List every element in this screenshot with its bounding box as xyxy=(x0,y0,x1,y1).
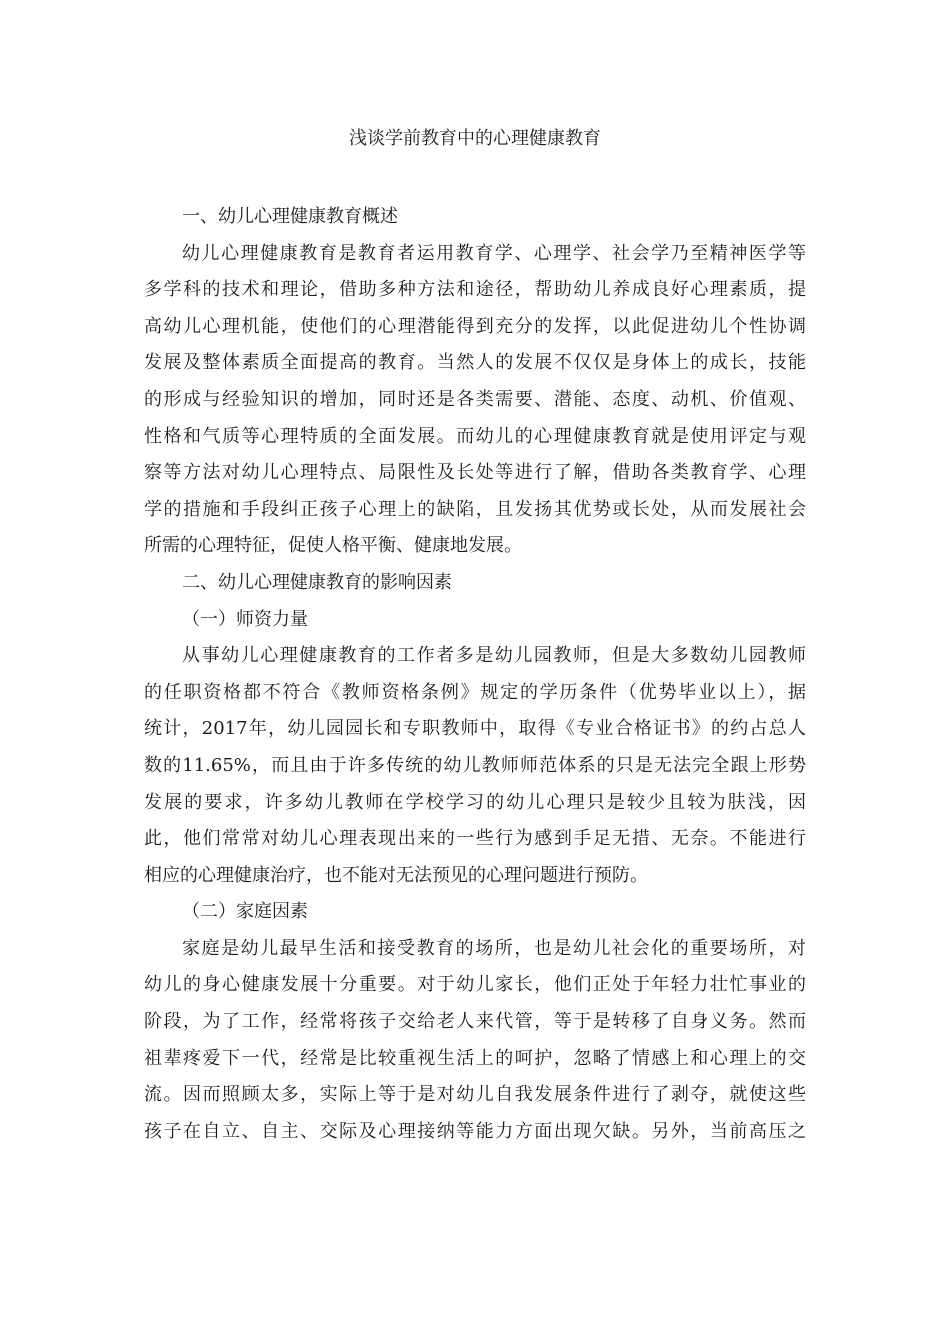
paragraph-line: 流。因而照顾太多，实际上等于是对幼儿自我发展条件进行了剥夺，就使这些 xyxy=(144,1084,806,1106)
paragraph-line: 高幼儿心理机能，使他们的心理潜能得到充分的发挥，以此促进幼儿个性协调 xyxy=(144,315,806,337)
paragraph-line: 性格和气质等心理特质的全面发展。而幼儿的心理健康教育就是使用评定与观 xyxy=(144,425,806,447)
section-heading: 二、幼儿心理健康教育的影响因素 xyxy=(182,571,452,593)
paragraph-line: 相应的心理健康治疗，也不能对无法预见的心理问题进行预防。 xyxy=(144,864,648,886)
paragraph-line: 发展及整体素质全面提高的教育。当然人的发展不仅仅是身体上的成长，技能 xyxy=(144,352,806,374)
paragraph-line: 发展的要求，许多幼儿教师在学校学习的幼儿心理只是较少且较为肤浅，因 xyxy=(144,791,806,813)
paragraph-line: 阶段，为了工作，经常将孩子交给老人来代管，等于是转移了自身义务。然而 xyxy=(144,1011,806,1033)
section-heading: 一、幼儿心理健康教育概述 xyxy=(182,206,398,227)
paragraph-line: 幼儿心理健康教育是教育者运用教育学、心理学、社会学乃至精神医学等 xyxy=(182,242,806,264)
paragraph-line: 祖辈疼爱下一代，经常是比较重视生活上的呵护，忽略了情感上和心理上的交 xyxy=(144,1047,806,1069)
subsection-heading: （二）家庭因素 xyxy=(182,901,308,923)
paragraph-line: 家庭是幼儿最早生活和接受教育的场所，也是幼儿社会化的重要场所，对 xyxy=(182,937,806,959)
paragraph-line: 孩子在自立、自主、交际及心理接纳等能力方面出现欠缺。另外，当前高压之 xyxy=(144,1120,806,1142)
paragraph-line: 多学科的技术和理论，借助多种方法和途径，帮助幼儿养成良好心理素质，提 xyxy=(144,279,806,301)
paragraph-line: 的形成与经验知识的增加，同时还是各类需要、潜能、态度、动机、价值观、 xyxy=(144,388,806,410)
document-body xyxy=(144,199,806,1150)
paragraph-line: 察等方法对幼儿心理特点、局限性及长处等进行了解，借助各类教育学、心理 xyxy=(144,462,806,484)
paragraph-line: 从事幼儿心理健康教育的工作者多是幼儿园教师，但是大多数幼儿园教师 xyxy=(182,645,806,667)
paragraph-line: 幼儿的身心健康发展十分重要。对于幼儿家长，他们正处于年轻力壮忙事业的 xyxy=(144,974,806,996)
paragraph-line: 所需的心理特征，促使人格平衡、健康地发展。 xyxy=(144,535,522,557)
subsection-heading: （一）师资力量 xyxy=(182,608,308,630)
paragraph-line: 学的措施和手段纠正孩子心理上的缺陷，且发扬其优势或长处，从而发展社会 xyxy=(144,498,806,520)
paragraph-line: 此，他们常常对幼儿心理表现出来的一些行为感到手足无措、无奈。不能进行 xyxy=(144,828,806,850)
paragraph-line: 统计，2017年，幼儿园园长和专职教师中，取得《专业合格证书》的约占总人 xyxy=(144,718,806,740)
paragraph-line: 的任职资格都不符合《教师资格条例》规定的学历条件（优势毕业以上），据 xyxy=(144,681,806,703)
document-title: 浅谈学前教育中的心理健康教育 xyxy=(349,128,601,149)
paragraph-line: 数的11.65%，而且由于许多传统的幼儿教师师范体系的只是无法完全跟上形势 xyxy=(144,754,806,776)
